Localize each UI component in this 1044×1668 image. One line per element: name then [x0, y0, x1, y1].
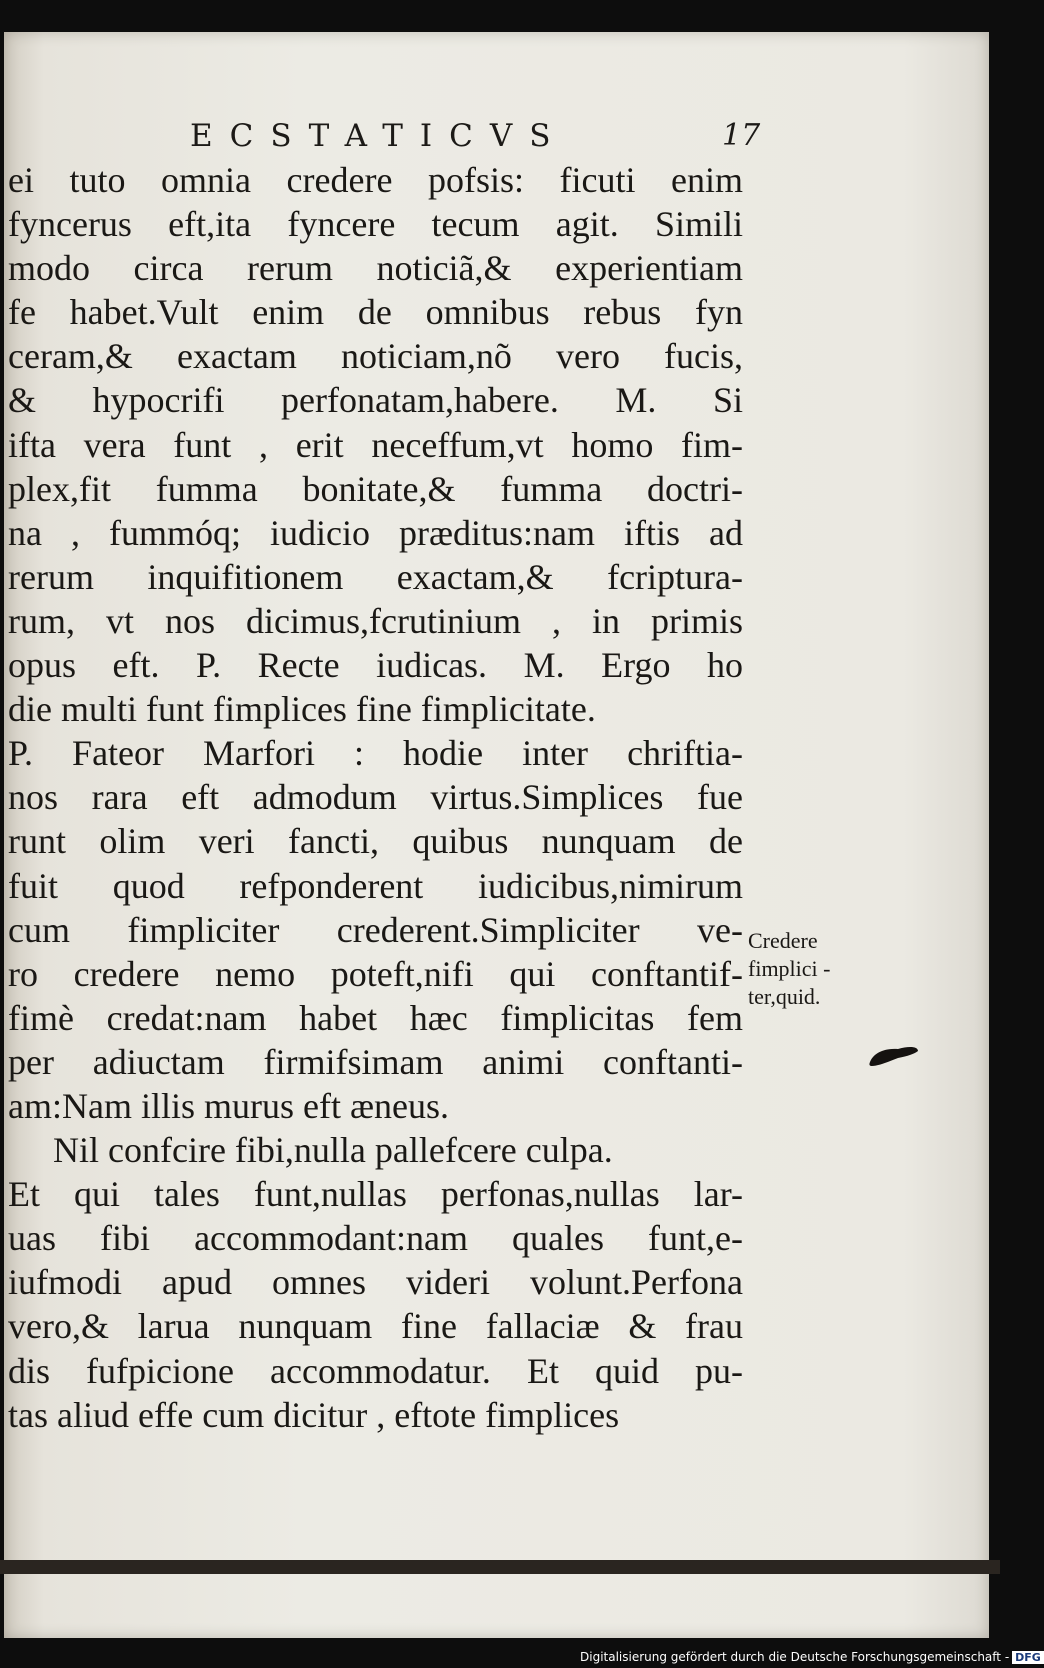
marginal-note [748, 927, 830, 1011]
page-number: 17 [722, 118, 761, 153]
text-line: modo circa rerum noticiã,& experientiam [8, 248, 743, 289]
text-line: & hypocrifi perfonatam,habere. M. Si [8, 380, 743, 421]
text-line: am:Nam illis murus eft æneus. [8, 1085, 449, 1126]
text-line: vero,& larua nunquam fine fallaciæ & frau [8, 1306, 743, 1347]
text-line: uas fibi accommodant:nam quales funt,e- [8, 1218, 743, 1259]
ink-blot-icon [868, 1042, 920, 1068]
marginal-note-line: Credere [748, 928, 818, 953]
text-line: P. Fateor Marfori : hodie inter chriftia- [8, 733, 743, 774]
text-line: Nil confcire fibi,nulla pallefcere culpa. [53, 1130, 613, 1171]
text-line: fe habet.Vult enim de omnibus rebus fyn [8, 292, 743, 333]
text-line: iufmodi apud omnes videri volunt.Perfona [8, 1262, 743, 1303]
footer-credit [580, 1650, 1044, 1664]
text-line: fuit quod refponderent iudicibus,nimirum [8, 865, 743, 906]
text-line: dis fufpicione accommodatur. Et quid pu- [8, 1350, 743, 1391]
dfg-logo: DFG [1012, 1651, 1044, 1664]
text-line: rerum inquifitionem exactam,& fcriptura- [8, 556, 743, 597]
running-title: ECSTATICVS [190, 118, 568, 154]
marginal-note-line: ter,quid. [748, 984, 821, 1009]
footer-text: Digitalisierung gefördert durch die Deutsche Forschungsgemeinschaft - [580, 1650, 1010, 1664]
text-line: nos rara eft admodum virtus.Simplices fue [8, 777, 743, 818]
text-line: ceram,& exactam noticiam,nõ vero fucis, [8, 336, 743, 377]
page-bottom-edge [0, 1560, 1000, 1574]
text-line: tas aliud effe cum dicitur , eftote fimplices [8, 1394, 620, 1435]
text-line: ifta vera funt , erit neceffum,vt homo fim- [8, 424, 743, 465]
text-line: runt olim veri fancti, quibus nunquam de [8, 821, 743, 862]
text-line: ro credere nemo poteft,nifi qui conftantif- [8, 953, 743, 994]
text-line: cum fimpliciter crederent.Simpliciter ve- [8, 909, 743, 950]
text-line: ei tuto omnia credere pofsis: ficuti enim [8, 160, 743, 200]
text-line: Et qui tales funt,nullas perfonas,nullas lar- [8, 1174, 743, 1215]
text-line: fyncerus eft,ita fyncere tecum agit. Simili [8, 204, 743, 245]
text-line: na , fummóq; iudicio præditus:nam iftis ad [8, 512, 743, 553]
marginal-note-line: fimplici - [748, 956, 831, 981]
body-text [8, 158, 743, 1437]
text-line: rum, vt nos dicimus,fcrutinium , in primis [8, 600, 743, 641]
text-line: plex,fit fumma bonitate,& fumma doctri- [8, 468, 743, 509]
text-line: fimè credat:nam habet hæc fimplicitas fem [8, 997, 743, 1038]
text-line: die multi funt fimplices fine fimplicitate. [8, 689, 596, 730]
text-line: opus eft. P. Recte iudicas. M. Ergo ho [8, 645, 743, 686]
text-line: per adiuctam firmifsimam animi conftanti- [8, 1041, 743, 1082]
